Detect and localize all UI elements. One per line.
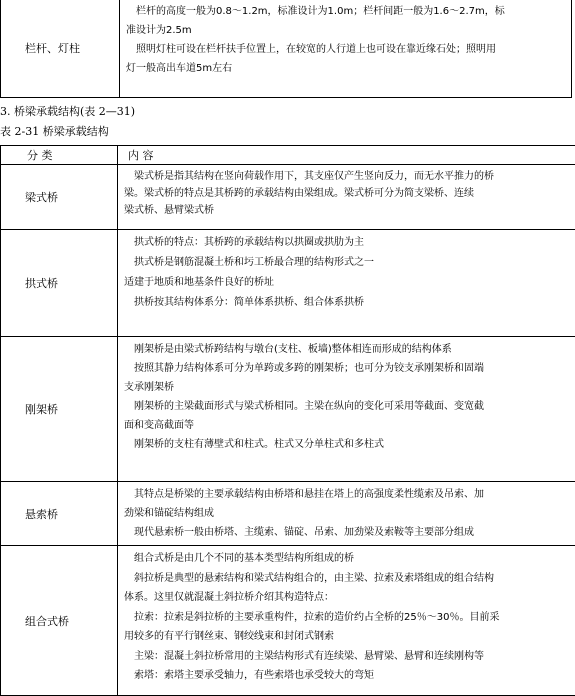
category-cell [1,0,120,98]
content-line: 体系。这里仅就混凝土斜拉桥介绍其构造特点： [124,588,570,608]
content-line: 现代悬索桥一般由桥塔、主缆索、锚碇、吊索、加劲梁及索鞍等主要部分组成 [124,523,570,542]
content-line: 栏杆的高度一般为0.8～1.2m，标准设计为1.0m；栏杆间距一般为1.6～2.7m，标 [126,2,565,21]
table-row [1,230,575,337]
content-cell [118,482,575,546]
top-table [0,0,572,98]
content-line: 其特点是桥梁的主要承载结构由桥塔和悬挂在塔上的高强度柔性缆索及吊索、加 [124,485,570,504]
table-row [1,546,575,696]
content-line: 支承刚架桥 [124,378,570,397]
content-line: 梁式桥、悬臂梁式桥 [124,202,570,219]
content-line: 拉索：拉索是斜拉桥的主要承重构件，拉索的造价约占全桥的25％～30％。目前采 [124,608,570,628]
table-row [1,165,575,230]
category-cell: 悬索桥 [1,482,118,546]
content-line: 准设计为2.5m [126,21,565,40]
section-heading: 3. 桥梁承载结构(表 2—31) [0,103,135,119]
table-row [1,337,575,482]
table-header-row [1,146,575,165]
content-cell [118,337,575,482]
content-line: 梁。梁式桥的特点是其桥跨的承载结构由梁组成。梁式桥可分为简支梁桥、连续 [124,185,570,202]
category-label: 栏杆、灯柱 [25,42,80,55]
content-line: 拱式桥是钢筋混凝土桥和圬工桥最合理的结构形式之一 [124,253,570,273]
content-line: 灯一般高出车道5m左右 [126,59,565,78]
content-line: 刚架桥的支柱有薄壁式和柱式。柱式又分单柱式和多柱式 [124,435,570,454]
table-caption: 表 2-31 桥梁承载结构 [0,123,109,139]
content-line: 用较多的有平行钢丝束、钢绞线束和封闭式钢索 [124,627,570,647]
content-line: 劲梁和锚碇结构组成 [124,504,570,523]
content-line: 照明灯柱可设在栏杆扶手位置上，在较宽的人行道上也可设在靠近缘石处；照明用 [126,40,565,59]
content-line: 面和变高截面等 [124,416,570,435]
table-row [1,482,575,546]
content-line: 刚架桥的主梁截面形式与梁式桥相同。主梁在纵向的变化可采用等截面、变宽截 [124,397,570,416]
content-cell [120,0,572,98]
header-content: 内 容 [118,146,575,165]
content-line: 梁式桥是指其结构在竖向荷载作用下，其支座仅产生竖向反力，而无水平推力的桥 [124,168,570,185]
content-cell [118,546,575,696]
content-line: 拱桥按其结构体系分：简单体系拱桥、组合体系拱桥 [124,293,570,313]
category-cell: 刚架桥 [1,337,118,482]
content-line: 拱式桥的特点：其桥跨的承载结构以拱圈或拱肋为主 [124,233,570,253]
bridge-structure-table [0,145,575,696]
content-line: 组合式桥是由几个不同的基本类型结构所组成的桥 [124,549,570,569]
content-line: 索塔：索塔主要承受轴力，有些索塔也承受较大的弯矩 [124,666,570,686]
content-line: 按照其静力结构体系可分为单跨或多跨的刚架桥；也可分为铰支承刚架桥和固端 [124,359,570,378]
content-cell [118,165,575,230]
content-line: 刚架桥是由梁式桥跨结构与墩台(支柱、板墙)整体相连而形成的结构体系 [124,340,570,359]
content-cell [118,230,575,337]
content-line: 适建于地质和地基条件良好的桥址 [124,273,570,293]
category-cell: 梁式桥 [1,165,118,230]
content-line: 斜拉桥是典型的悬索结构和梁式结构组合的，由主梁、拉索及索塔组成的组合结构 [124,569,570,589]
category-cell: 组合式桥 [1,546,118,696]
header-category: 分 类 [1,146,118,165]
content-line: 主梁：混凝土斜拉桥常用的主梁结构形式有连续梁、悬臂梁、悬臂和连续刚构等 [124,647,570,667]
category-cell: 拱式桥 [1,230,118,337]
